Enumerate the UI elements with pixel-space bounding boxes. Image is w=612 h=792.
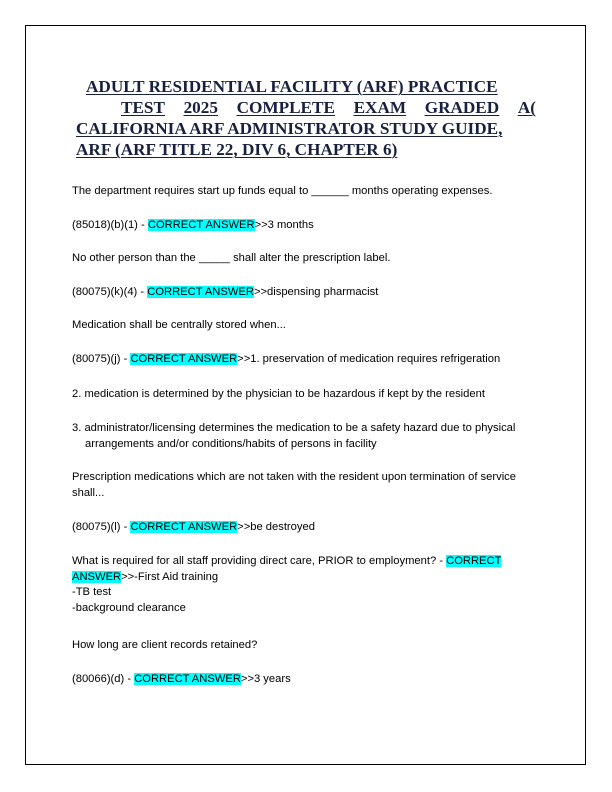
- question-5: [72, 554, 542, 616]
- answer-3-item-3-line-2: arrangements and/or conditions/habits of persons in facility: [85, 437, 377, 450]
- title-word: TEST: [121, 98, 165, 117]
- correct-answer-label: CORRECT ANSWER: [147, 219, 255, 231]
- title-word: EXAM: [353, 98, 407, 117]
- answer-text: >>be destroyed: [237, 521, 315, 533]
- title-line-2: [76, 97, 536, 118]
- answer-text: >>1. preservation of medication requires refrigeration: [237, 353, 501, 365]
- correct-answer-label: CORRECT ANSWER: [130, 353, 238, 365]
- answer-text: >>3 months: [254, 219, 314, 231]
- answer-reference: (80075)(j) -: [72, 353, 131, 365]
- answer-4: [72, 520, 542, 536]
- answer-reference: (85018)(b)(1) -: [72, 219, 148, 231]
- answer-6: [72, 672, 542, 688]
- answer-2: [72, 285, 542, 301]
- title-line-1: ADULT RESIDENTIAL FACILITY (ARF) PRACTICE: [86, 77, 498, 96]
- answer-3-item-2: 2. medication is determined by the physician to be hazardous if kept by the resident: [72, 388, 485, 400]
- answer-5-line-3: -background clearance: [72, 601, 186, 614]
- answer-reference: (80066)(d) -: [72, 673, 135, 685]
- answer-reference: (80075)(l) -: [72, 521, 131, 533]
- correct-answer-label-part-1: CORRECT: [446, 555, 502, 567]
- title-word: COMPLETE: [236, 98, 335, 117]
- correct-answer-label: CORRECT ANSWER: [134, 673, 241, 685]
- answer-5-line-2: -TB test: [72, 586, 112, 598]
- title-line-4: ARF (ARF TITLE 22, DIV 6, CHAPTER 6): [76, 140, 398, 159]
- question-6: How long are client records retained?: [72, 639, 258, 651]
- document-title: [76, 76, 536, 160]
- answer-3-item-3-line-1: 3. administrator/licensing determines the medication to be a safety hazard due to physical: [72, 422, 516, 434]
- title-word: GRADED: [424, 98, 500, 117]
- answer-text: >>dispensing pharmacist: [253, 286, 379, 298]
- title-line-3: CALIFORNIA ARF ADMINISTRATOR STUDY GUIDE,: [76, 119, 503, 138]
- answer-1: [72, 218, 542, 234]
- question-5-text: What is required for all staff providing direct care, PRIOR to employment? -: [72, 555, 447, 567]
- question-3: Medication shall be centrally stored when...: [72, 319, 286, 331]
- question-4: Prescription medications which are not taken with the resident upon termination of service shall...: [72, 471, 516, 499]
- correct-answer-label-part-2: ANSWER: [72, 570, 122, 583]
- question-2: No other person than the _____ shall alter the prescription label.: [72, 252, 391, 264]
- title-word: 2025: [183, 98, 218, 117]
- answer-text: >>3 years: [240, 673, 291, 685]
- correct-answer-label: CORRECT ANSWER: [130, 521, 238, 533]
- answer-reference: (80075)(k)(4) -: [72, 286, 148, 298]
- correct-answer-label: CORRECT ANSWER: [147, 286, 254, 298]
- answer-3: [72, 352, 542, 368]
- answer-3-item-3: [72, 421, 542, 452]
- question-1: The department requires start up funds equal to ______ months operating expenses.: [72, 185, 493, 197]
- title-word: A(: [517, 98, 536, 117]
- answer-5-line-1: >>-First Aid training: [121, 570, 219, 583]
